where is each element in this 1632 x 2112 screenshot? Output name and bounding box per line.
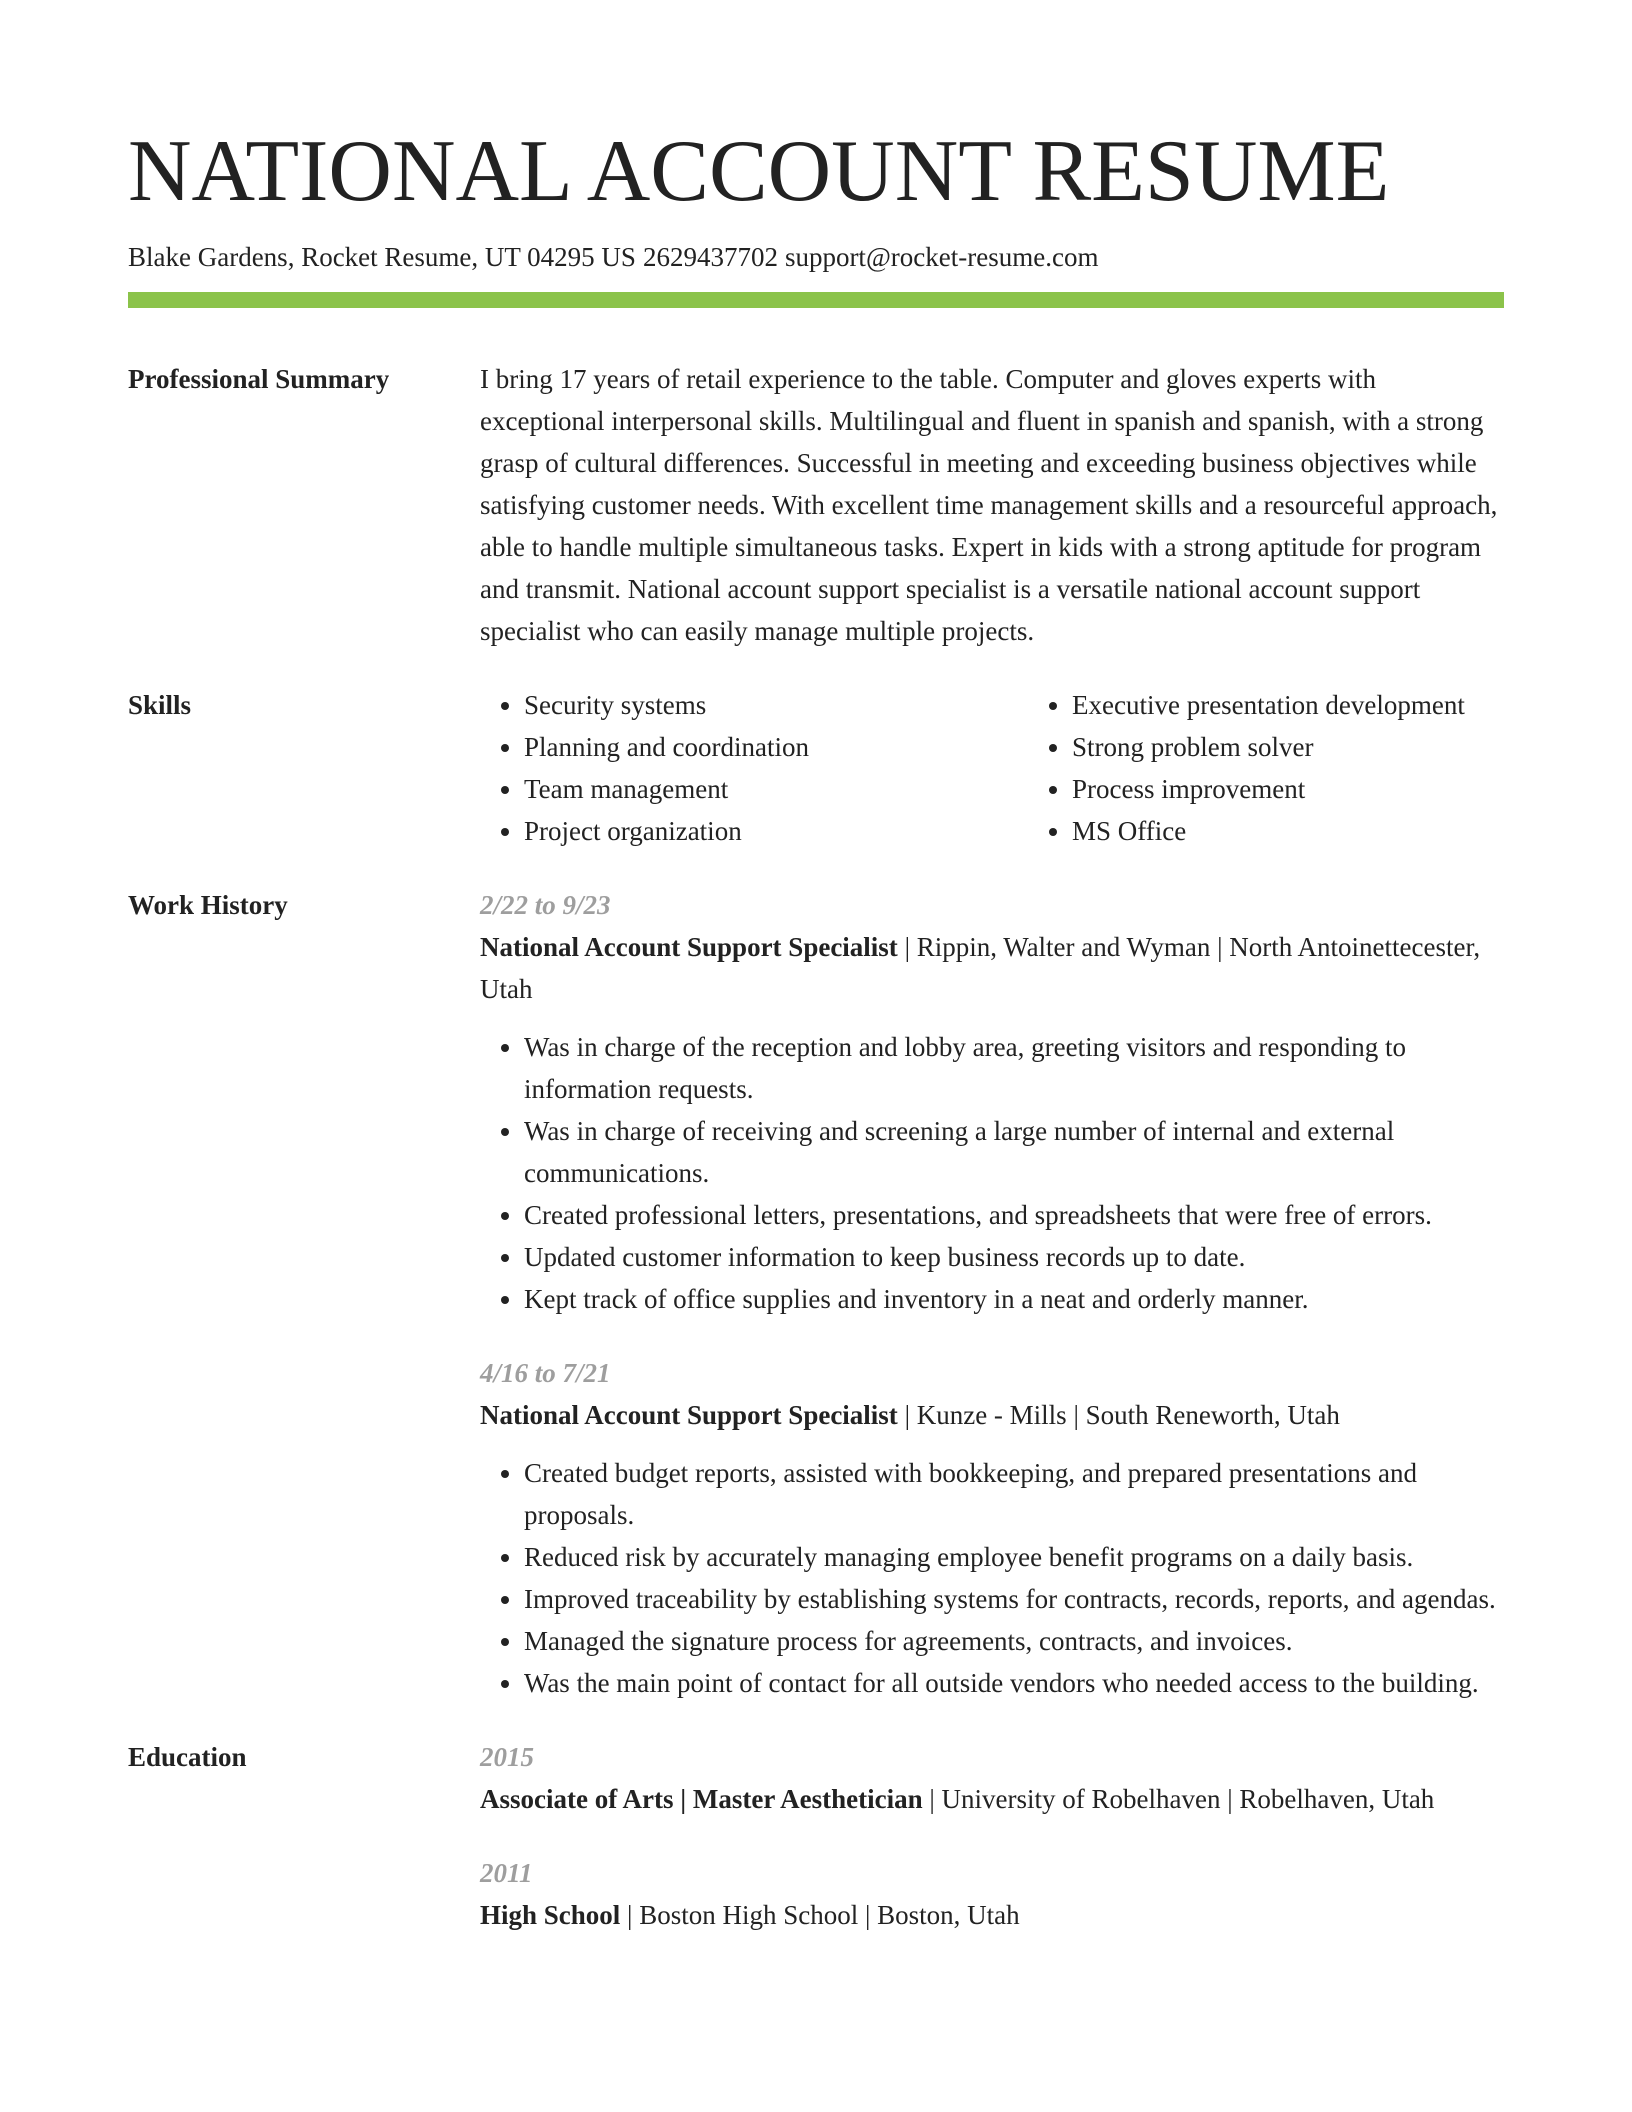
skills-list-left	[480, 684, 984, 852]
job-bullet: • Reduced risk by accurately managing employee benefit programs on a daily basis.	[524, 1536, 1504, 1578]
skill-item: • Team management	[524, 768, 984, 810]
education-entry	[480, 1736, 1504, 1820]
accent-divider	[128, 292, 1504, 308]
job-entry	[480, 884, 1504, 1320]
education-degree: Associate of Arts | Master Aesthetician	[480, 1784, 923, 1814]
education-heading-line	[480, 1894, 1504, 1936]
job-details: | Rippin, Walter and Wyman | North Antoinettecester, Utah	[480, 932, 1481, 1004]
skill-item: • MS Office	[1072, 810, 1532, 852]
summary-text: I bring 17 years of retail experience to the table. Computer and gloves experts with exceptional interpersonal skills. Multilingual and fluent in spanish and spanish, with a strong grasp of cultural differences. Successful in meeting and exceeding business objectives while satisfying customer needs. With excellent time management skills and a resourceful approach, able to handle multiple simultaneous tasks. Expert in kids with a strong aptitude for program and transmit. National account support specialist is a versatile national account support specialist who can easily manage multiple projects.	[480, 364, 1498, 646]
job-title: National Account Support Specialist	[480, 1400, 898, 1430]
summary-heading: Professional Summary	[128, 364, 390, 394]
contact-address: Blake Gardens, Rocket Resume, UT 04295 US	[128, 242, 636, 272]
education-details: | University of Robelhaven | Robelhaven, Utah	[922, 1784, 1435, 1814]
education-section	[128, 1736, 1504, 1936]
job-bullet: • Improved traceability by establishing systems for contracts, records, reports, and agendas.	[524, 1578, 1504, 1620]
summary-body	[480, 358, 1504, 652]
job-title: National Account Support Specialist	[480, 932, 898, 962]
skills-section	[128, 684, 1504, 852]
education-entry	[480, 1852, 1504, 1936]
job-dates: 2/22 to 9/23	[480, 890, 611, 920]
job-details: | Kunze - Mills | South Reneworth, Utah	[897, 1400, 1340, 1430]
contact-email[interactable]: support@rocket-resume.com	[784, 242, 1099, 272]
skills-list-right	[1028, 684, 1532, 852]
job-bullet: • Was in charge of the reception and lobby area, greeting visitors and responding to information requests.	[524, 1026, 1504, 1110]
skill-item: • Planning and coordination	[524, 726, 984, 768]
job-bullets	[480, 1452, 1504, 1704]
skill-item: • Strong problem solver	[1072, 726, 1532, 768]
contact-phone: 2629437702	[642, 242, 778, 272]
job-bullet: • Was in charge of receiving and screening a large number of internal and external communications.	[524, 1110, 1504, 1194]
education-heading-line	[480, 1778, 1504, 1820]
summary-section	[128, 358, 1504, 652]
resume-page	[128, 0, 1504, 1936]
job-bullet: • Created professional letters, presentations, and spreadsheets that were free of errors.	[524, 1194, 1504, 1236]
job-heading	[480, 926, 1504, 1010]
education-heading: Education	[128, 1742, 247, 1772]
work-history-section	[128, 884, 1504, 1704]
skills-body	[480, 684, 1504, 852]
skill-item: • Process improvement	[1072, 768, 1532, 810]
education-degree: High School	[480, 1900, 621, 1930]
skill-item: • Project organization	[524, 810, 984, 852]
skill-item: • Security systems	[524, 684, 984, 726]
job-heading	[480, 1394, 1504, 1436]
job-dates: 4/16 to 7/21	[480, 1358, 611, 1388]
resume-title: NATIONAL ACCOUNT RESUME	[128, 123, 1390, 220]
job-bullet: • Managed the signature process for agreements, contracts, and invoices.	[524, 1620, 1504, 1662]
work-history-body	[480, 884, 1504, 1704]
education-details: | Boston High School | Boston, Utah	[620, 1900, 1020, 1930]
skills-columns	[480, 684, 1504, 852]
job-bullets	[480, 1026, 1504, 1320]
work-history-heading: Work History	[128, 890, 288, 920]
education-year: 2015	[480, 1742, 534, 1772]
education-year: 2011	[480, 1858, 533, 1888]
job-entry	[480, 1352, 1504, 1704]
skill-item: • Executive presentation development	[1072, 684, 1532, 726]
skills-heading: Skills	[128, 690, 192, 720]
contact-line	[128, 240, 1504, 274]
job-bullet: • Updated customer information to keep business records up to date.	[524, 1236, 1504, 1278]
education-body	[480, 1736, 1504, 1936]
job-bullet: • Was the main point of contact for all outside vendors who needed access to the building.	[524, 1662, 1504, 1704]
job-bullet: • Kept track of office supplies and inventory in a neat and orderly manner.	[524, 1278, 1504, 1320]
job-bullet: • Created budget reports, assisted with bookkeeping, and prepared presentations and proposals.	[524, 1452, 1504, 1536]
